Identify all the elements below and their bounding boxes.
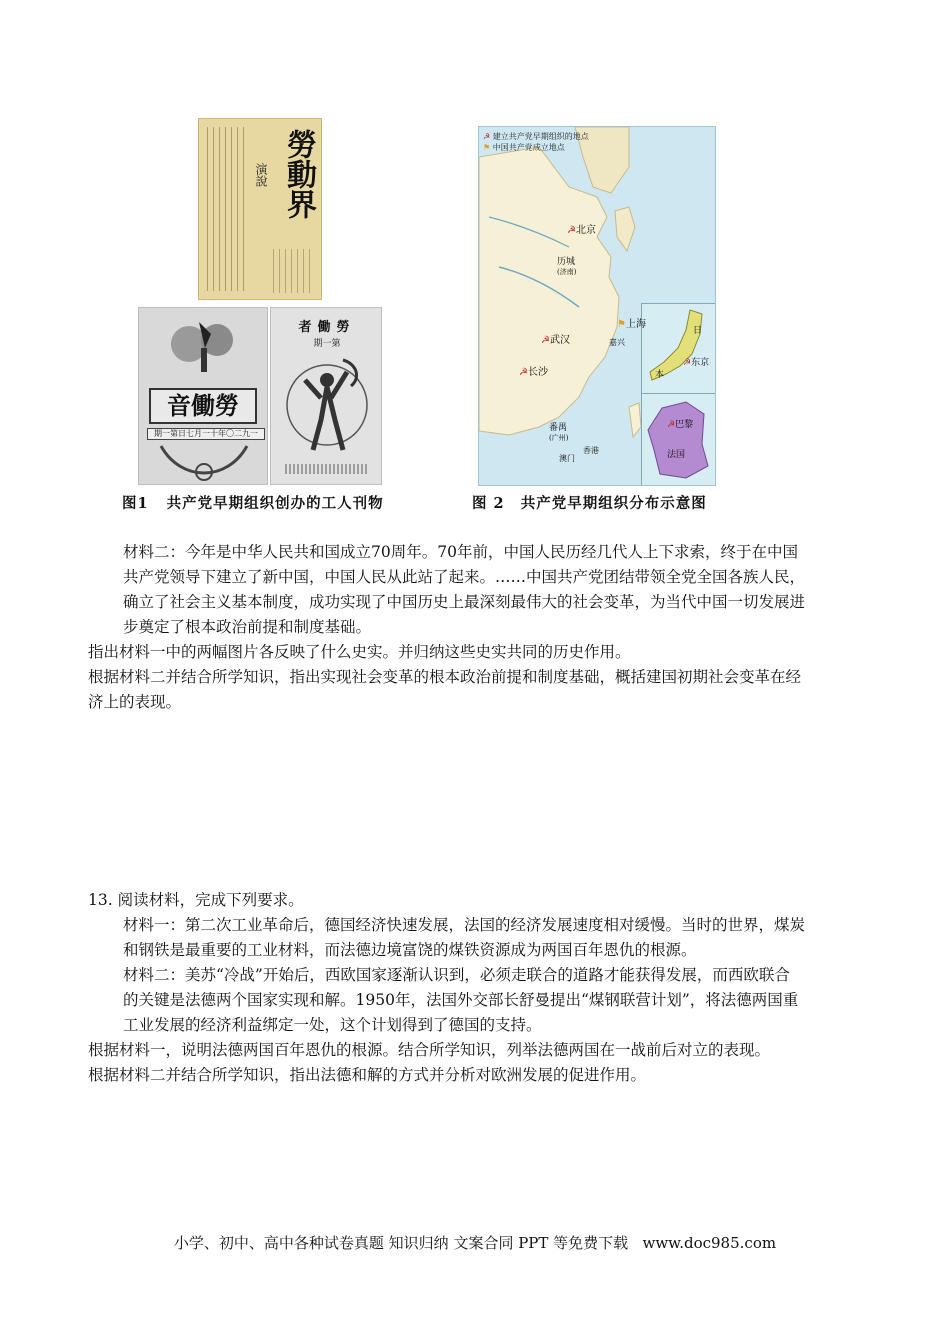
material2-line-1: 材料二：今年是中华人民共和国成立70周年。70年前，中国人民历经几代人上下求索，终于在中国 [123,543,798,561]
q13-heading: 13. 阅读材料，完成下列要求。 [88,891,304,909]
q13-question-1: 根据材料一，说明法德两国百年恩仇的根源。结合所学知识，列举法德两国在一战前后对立的表现。 [88,1041,771,1059]
labor-voice-cover-image [138,307,268,485]
q13-material1-line-2: 和钢铁是最重要的工业材料，而法德边境富饶的煤铁资源成为两国百年恩仇的根源。 [123,941,697,959]
q12-question-2-cont: 济上的表现。 [88,693,182,711]
legend-item-founding: ⚑ 中国共产党成立地点 [483,143,565,152]
page-footer: 小学、初中、高中各种试卷真题 知识归纳 文案合同 PPT 等免费下载 www.doc985.com [173,1234,777,1252]
q13-material1-line-1: 材料一：第二次工业革命后，德国经济快速发展，法国的经济发展速度相对缓慢。当时的世界，煤炭 [123,916,806,934]
figure2-caption [472,492,707,513]
q13-material2-line-3: 工业发展的经济利益绑定一处，这个计划得到了德国的支持。 [123,1016,542,1034]
marker-beijing: ☭北京 [567,225,596,236]
marker-panyu: 番禺 (广州) [549,423,569,442]
laborer-footer-text [285,464,369,474]
marker-japan-ben: 本 [655,370,665,380]
figure2-caption-text: 共产党早期组织分布示意图 [520,495,707,512]
marker-shanghai: ⚑上海 [617,319,646,330]
marker-tokyo: ☭东京 [683,358,710,368]
figure1-caption-number: 图1 [122,495,149,512]
torch-illustration-icon [159,314,249,374]
marker-paris: ☭巴黎 [667,420,694,430]
q12-question-2: 根据材料二并结合所学知识，指出实现社会变革的根本政治前提和制度基础，概括建国初期社会变革在经 [88,668,802,686]
figure1-caption [122,492,384,513]
france-inset [641,393,716,486]
laborer-issue: 期一第 [313,339,341,349]
marker-jiaxing: 嘉兴 [609,338,625,347]
material2-line-4: 步奠定了根本政治前提和制度基础。 [123,618,372,636]
marker-hongkong: 香港 [583,446,599,455]
japan-inset [641,303,716,395]
marker-japan-ri: 日 [693,326,703,336]
q13-material2-line-1: 材料二：美苏“冷战”开始后，西欧国家逐渐认识到，必须走联合的道路才能获得发展，而西欧联合 [123,966,790,984]
decoration-icon [151,442,257,482]
france-shape-illustration [642,394,716,486]
japan-shape-illustration [642,304,716,394]
q13-question-2: 根据材料二并结合所学知识，指出法德和解的方式并分析对欧洲发展的促进作用。 [88,1066,647,1084]
figure1-caption-text: 共产党早期组织创办的工人刊物 [166,495,384,512]
party-organizations-map [478,126,716,486]
labor-voice-title: 音働勞 [149,388,257,424]
map-legend [483,131,589,153]
marker-france: 法国 [667,450,686,460]
newspaper-body-text [273,249,315,293]
marker-licheng: 历城 (济南) [557,257,577,276]
marker-macau: 澳门 [559,454,575,463]
marker-wuhan: ☭武汉 [541,335,570,346]
newspaper-column-text [207,127,249,291]
newspaper-title: 勞動界 [281,129,316,219]
legend-item-early-org: ☭ 建立共产党早期组织的地点 [483,132,589,141]
marker-changsha: ☭长沙 [519,367,548,378]
labor-world-newspaper-image [198,118,322,300]
material2-line-3: 确立了社会主义基本制度，成功实现了中国历史上最深刻最伟大的社会变革，为当代中国一切发展进 [123,593,806,611]
q13-material2-line-2: 的关键是法德两个国家实现和解。1950年，法国外交部长舒曼提出“煤钢联营计划”，将法德两国重 [123,991,799,1009]
material2-line-2: 共产党领导下建立了新中国，中国人民从此站了起来。……中国共产党团结带领全党全国各族人民， [123,568,806,586]
newspaper-subtitle: 演說 [254,163,268,187]
q12-question-1: 指出材料一中的两幅图片各反映了什么史实。并归纳这些史实共同的历史作用。 [88,643,631,661]
worker-illustration-icon [285,350,369,460]
laborer-cover-image [270,307,382,485]
figure2-caption-number: 图 2 [472,495,505,512]
labor-voice-date: 期一第日七月一十年〇二九一 [147,428,265,440]
laborer-title: 者働勞 [298,320,356,335]
